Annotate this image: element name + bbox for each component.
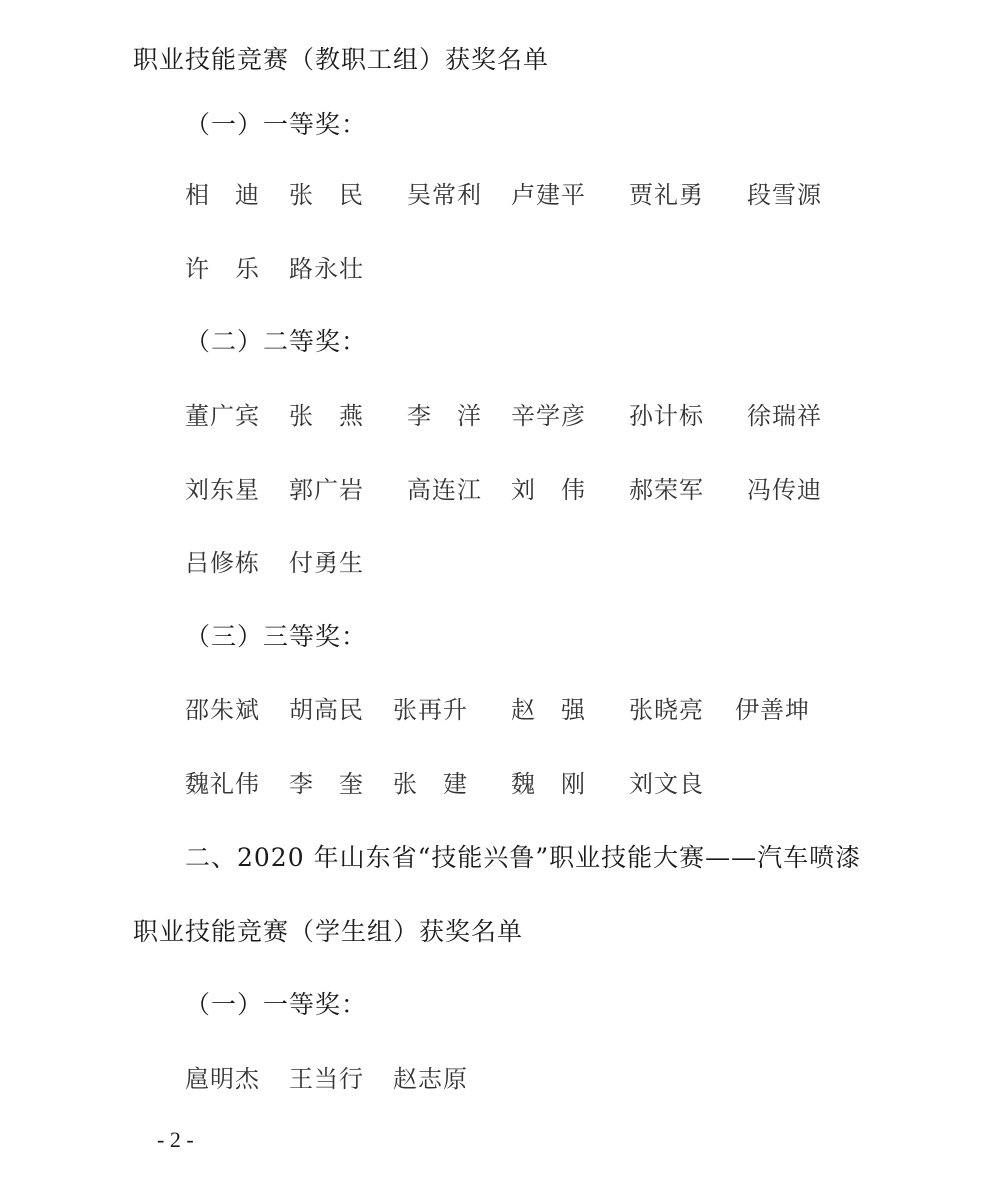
winner-name: 孙计标 <box>629 402 704 430</box>
section-title-students-line2: 职业技能竞赛（学生组）获奖名单 <box>133 917 524 946</box>
winner-name: 邵朱斌 <box>185 696 260 724</box>
winner-name: 辛学彦 <box>511 402 586 430</box>
winner-name: 徐瑞祥 <box>747 402 822 430</box>
winner-name: 赵 强 <box>511 696 586 724</box>
section-title-students-line1: 二、2020 年山东省“技能兴鲁”职业技能大赛——汽车喷漆 <box>185 843 862 872</box>
winner-name: 董广宾 <box>185 402 260 430</box>
winner-name: 吴常利 <box>407 181 482 209</box>
page-number: - 2 - <box>157 1127 194 1152</box>
winner-name: 李 洋 <box>407 402 482 430</box>
winner-name: 张 民 <box>289 181 364 209</box>
winner-name: 许 乐 <box>185 255 260 283</box>
award-label-first-students: （一）一等奖： <box>185 990 368 1019</box>
award-label-third: （三）三等奖： <box>185 622 368 651</box>
winner-name: 郭广岩 <box>289 476 364 504</box>
winner-name: 冯传迪 <box>747 476 822 504</box>
winner-name: 卢建平 <box>511 181 586 209</box>
winner-name: 高连江 <box>407 476 482 504</box>
winner-name: 相 迪 <box>185 181 260 209</box>
winner-name: 王当行 <box>289 1065 364 1093</box>
winner-name: 刘文良 <box>629 770 704 798</box>
winner-name: 张再升 <box>393 696 468 724</box>
award-label-second: （二）二等奖： <box>185 327 368 356</box>
winner-name: 伊善坤 <box>735 696 810 724</box>
winner-name: 段雪源 <box>747 181 822 209</box>
winner-name: 路永壮 <box>289 255 364 283</box>
winner-name: 李 奎 <box>289 770 364 798</box>
award-label-first: （一）一等奖： <box>185 110 368 139</box>
winner-name: 扈明杰 <box>185 1065 260 1093</box>
winner-name: 魏礼伟 <box>185 770 260 798</box>
winner-name: 刘东星 <box>185 476 260 504</box>
winner-name: 赵志原 <box>393 1065 468 1093</box>
winner-name: 吕修栋 <box>185 549 260 577</box>
winner-name: 胡高民 <box>289 696 364 724</box>
winner-name: 张 燕 <box>289 402 364 430</box>
winner-name: 付勇生 <box>289 549 364 577</box>
winner-name: 张 建 <box>393 770 468 798</box>
section-title-staff: 职业技能竞赛（教职工组）获奖名单 <box>133 45 550 74</box>
winner-name: 贾礼勇 <box>629 181 704 209</box>
winner-name: 魏 刚 <box>511 770 586 798</box>
winner-name: 郝荣军 <box>629 476 704 504</box>
winner-name: 张晓亮 <box>629 696 704 724</box>
winner-name: 刘 伟 <box>511 476 586 504</box>
